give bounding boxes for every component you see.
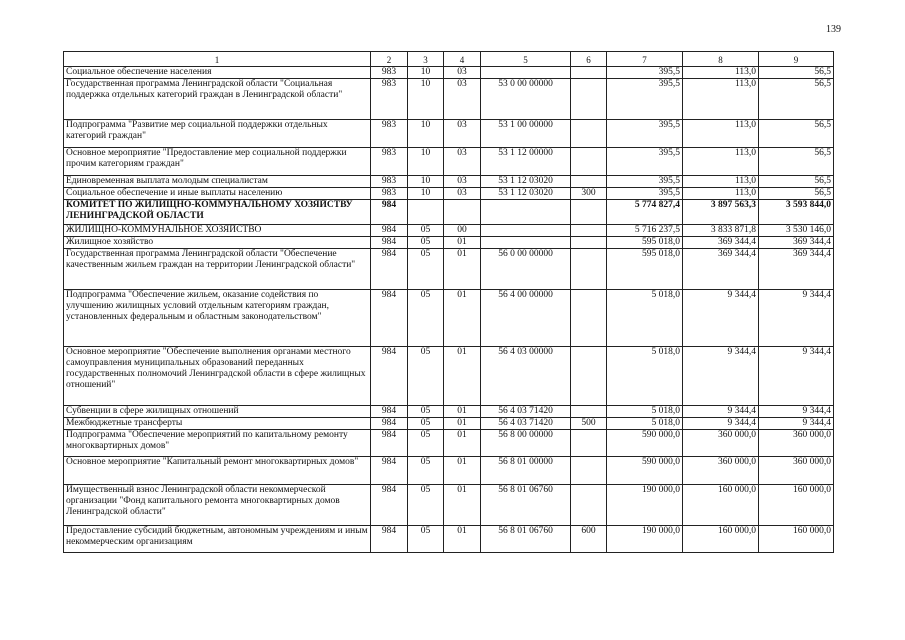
subsection-cell xyxy=(444,200,481,225)
amount-year1-cell: 5 774 827,4 xyxy=(607,200,683,225)
row-name-cell: Единовременная выплата молодым специалистам xyxy=(64,176,371,188)
section-cell: 05 xyxy=(408,290,444,347)
section-cell: 10 xyxy=(408,188,444,200)
target-article-cell xyxy=(481,225,571,237)
row-name-cell: Жилищное хозяйство xyxy=(64,237,371,249)
target-article-cell: 53 0 00 00000 xyxy=(481,79,571,120)
admin-code-cell: 984 xyxy=(371,200,408,225)
amount-year2-cell: 113,0 xyxy=(683,148,759,176)
target-article-cell xyxy=(481,200,571,225)
amount-year2-cell: 3 897 563,3 xyxy=(683,200,759,225)
target-article-cell: 56 8 00 00000 xyxy=(481,430,571,457)
expense-type-cell xyxy=(571,249,607,290)
subsection-cell: 03 xyxy=(444,120,481,148)
admin-code-cell: 984 xyxy=(371,347,408,406)
table-row xyxy=(64,176,834,188)
amount-year2-cell: 113,0 xyxy=(683,176,759,188)
admin-code-cell: 984 xyxy=(371,237,408,249)
amount-year2-cell: 160 000,0 xyxy=(683,526,759,553)
amount-year2-cell: 9 344,4 xyxy=(683,290,759,347)
expense-type-cell xyxy=(571,347,607,406)
amount-year3-cell: 56,5 xyxy=(759,120,834,148)
amount-year3-cell: 369 344,4 xyxy=(759,237,834,249)
section-cell: 05 xyxy=(408,526,444,553)
amount-year2-cell: 9 344,4 xyxy=(683,347,759,406)
table-row xyxy=(64,148,834,176)
target-article-cell: 56 4 03 71420 xyxy=(481,406,571,418)
target-article-cell: 56 4 03 71420 xyxy=(481,418,571,430)
target-article-cell: 56 8 01 06760 xyxy=(481,526,571,553)
subsection-cell: 01 xyxy=(444,418,481,430)
table-header-row xyxy=(64,52,834,67)
section-cell: 05 xyxy=(408,347,444,406)
expense-type-cell: 300 xyxy=(571,188,607,200)
subsection-cell: 03 xyxy=(444,79,481,120)
amount-year1-cell: 590 000,0 xyxy=(607,457,683,485)
amount-year1-cell: 395,5 xyxy=(607,79,683,120)
table-row xyxy=(64,418,834,430)
header-cell: 7 xyxy=(607,52,683,67)
amount-year3-cell: 56,5 xyxy=(759,148,834,176)
expense-type-cell xyxy=(571,406,607,418)
section-cell: 10 xyxy=(408,148,444,176)
amount-year2-cell: 113,0 xyxy=(683,188,759,200)
row-name-cell: ЖИЛИЩНО-КОММУНАЛЬНОЕ ХОЗЯЙСТВО xyxy=(64,225,371,237)
amount-year1-cell: 595 018,0 xyxy=(607,249,683,290)
expense-type-cell xyxy=(571,237,607,249)
target-article-cell: 56 4 00 00000 xyxy=(481,290,571,347)
target-article-cell: 56 4 03 00000 xyxy=(481,347,571,406)
header-cell: 5 xyxy=(481,52,571,67)
amount-year3-cell: 9 344,4 xyxy=(759,406,834,418)
row-name-cell: Имущественный взнос Ленинградской области некоммерческой организации "Фонд капитального ремонта многоквартирных домов Ленинградской области" xyxy=(64,485,371,526)
expense-type-cell xyxy=(571,485,607,526)
amount-year1-cell: 395,5 xyxy=(607,188,683,200)
subsection-cell: 01 xyxy=(444,237,481,249)
expense-type-cell xyxy=(571,290,607,347)
amount-year1-cell: 595 018,0 xyxy=(607,237,683,249)
admin-code-cell: 984 xyxy=(371,290,408,347)
amount-year1-cell: 5 018,0 xyxy=(607,290,683,347)
expense-type-cell: 500 xyxy=(571,418,607,430)
amount-year3-cell: 3 530 146,0 xyxy=(759,225,834,237)
amount-year3-cell: 360 000,0 xyxy=(759,457,834,485)
amount-year1-cell: 5 716 237,5 xyxy=(607,225,683,237)
row-name-cell: Субвенции в сфере жилищных отношений xyxy=(64,406,371,418)
admin-code-cell: 984 xyxy=(371,249,408,290)
amount-year3-cell: 56,5 xyxy=(759,79,834,120)
subsection-cell: 03 xyxy=(444,176,481,188)
amount-year1-cell: 395,5 xyxy=(607,67,683,79)
amount-year1-cell: 395,5 xyxy=(607,176,683,188)
table-row xyxy=(64,79,834,120)
subsection-cell: 01 xyxy=(444,249,481,290)
target-article-cell: 53 1 12 00000 xyxy=(481,148,571,176)
subsection-cell: 01 xyxy=(444,457,481,485)
amount-year1-cell: 5 018,0 xyxy=(607,418,683,430)
expense-type-cell xyxy=(571,225,607,237)
amount-year1-cell: 395,5 xyxy=(607,148,683,176)
subsection-cell: 03 xyxy=(444,148,481,176)
section-cell: 10 xyxy=(408,67,444,79)
subsection-cell: 01 xyxy=(444,290,481,347)
admin-code-cell: 983 xyxy=(371,120,408,148)
amount-year3-cell: 56,5 xyxy=(759,67,834,79)
amount-year2-cell: 3 833 871,8 xyxy=(683,225,759,237)
page-number: 139 xyxy=(826,24,841,35)
admin-code-cell: 984 xyxy=(371,457,408,485)
row-name-cell: Основное мероприятие "Предоставление мер социальной поддержки прочим категориям граждан" xyxy=(64,148,371,176)
amount-year2-cell: 360 000,0 xyxy=(683,457,759,485)
amount-year1-cell: 395,5 xyxy=(607,120,683,148)
table-row xyxy=(64,430,834,457)
expense-type-cell xyxy=(571,67,607,79)
subsection-cell: 03 xyxy=(444,188,481,200)
amount-year2-cell: 360 000,0 xyxy=(683,430,759,457)
row-name-cell: Межбюджетные трансферты xyxy=(64,418,371,430)
row-name-cell: Основное мероприятие "Капитальный ремонт многоквартирных домов" xyxy=(64,457,371,485)
table-row xyxy=(64,290,834,347)
budget-table xyxy=(63,51,834,553)
amount-year2-cell: 113,0 xyxy=(683,79,759,120)
section-cell: 05 xyxy=(408,418,444,430)
amount-year3-cell: 360 000,0 xyxy=(759,430,834,457)
row-name-cell: Основное мероприятие "Обеспечение выполнения органами местного самоуправления муниципальных образований переданных государственных полномочий Ленинградской области в сфере жилищных отношений" xyxy=(64,347,371,406)
amount-year3-cell: 9 344,4 xyxy=(759,418,834,430)
row-name-cell: Социальное обеспечение населения xyxy=(64,67,371,79)
section-cell: 05 xyxy=(408,237,444,249)
expense-type-cell xyxy=(571,176,607,188)
admin-code-cell: 984 xyxy=(371,225,408,237)
expense-type-cell xyxy=(571,457,607,485)
table-row xyxy=(64,225,834,237)
section-cell: 10 xyxy=(408,79,444,120)
header-cell: 2 xyxy=(371,52,408,67)
section-cell xyxy=(408,200,444,225)
target-article-cell: 56 8 01 06760 xyxy=(481,485,571,526)
table-row xyxy=(64,485,834,526)
target-article-cell: 56 0 00 00000 xyxy=(481,249,571,290)
row-name-cell: Подпрограмма "Обеспечение жильем, оказание содействия по улучшению жилищных условий отдельным категориям граждан, установленных федеральным и областным законодательством" xyxy=(64,290,371,347)
admin-code-cell: 984 xyxy=(371,418,408,430)
admin-code-cell: 984 xyxy=(371,526,408,553)
amount-year3-cell: 9 344,4 xyxy=(759,290,834,347)
expense-type-cell xyxy=(571,200,607,225)
row-name-cell: Подпрограмма "Развитие мер социальной поддержки отдельных категорий граждан" xyxy=(64,120,371,148)
target-article-cell: 56 8 01 00000 xyxy=(481,457,571,485)
subsection-cell: 00 xyxy=(444,225,481,237)
admin-code-cell: 984 xyxy=(371,406,408,418)
table-row xyxy=(64,120,834,148)
table-row xyxy=(64,67,834,79)
table-row xyxy=(64,406,834,418)
expense-type-cell xyxy=(571,430,607,457)
target-article-cell xyxy=(481,237,571,249)
admin-code-cell: 984 xyxy=(371,430,408,457)
subsection-cell: 01 xyxy=(444,526,481,553)
admin-code-cell: 984 xyxy=(371,485,408,526)
table-row xyxy=(64,249,834,290)
row-name-cell: Государственная программа Ленинградской области "Социальная поддержка отдельных категорий граждан в Ленинградской области" xyxy=(64,79,371,120)
amount-year3-cell: 9 344,4 xyxy=(759,347,834,406)
admin-code-cell: 983 xyxy=(371,148,408,176)
target-article-cell xyxy=(481,67,571,79)
row-name-cell: Государственная программа Ленинградской области "Обеспечение качественным жильем граждан на территории Ленинградской области" xyxy=(64,249,371,290)
header-cell: 9 xyxy=(759,52,834,67)
section-cell: 05 xyxy=(408,430,444,457)
row-name-cell: Предоставление субсидий бюджетным, автономным учреждениям и иным некоммерческим организациям xyxy=(64,526,371,553)
amount-year1-cell: 5 018,0 xyxy=(607,406,683,418)
admin-code-cell: 983 xyxy=(371,67,408,79)
amount-year2-cell: 369 344,4 xyxy=(683,237,759,249)
table-row xyxy=(64,200,834,225)
table-row xyxy=(64,526,834,553)
amount-year3-cell: 160 000,0 xyxy=(759,526,834,553)
subsection-cell: 01 xyxy=(444,347,481,406)
amount-year2-cell: 9 344,4 xyxy=(683,418,759,430)
expense-type-cell: 600 xyxy=(571,526,607,553)
amount-year1-cell: 190 000,0 xyxy=(607,485,683,526)
table-row xyxy=(64,237,834,249)
table-row xyxy=(64,188,834,200)
admin-code-cell: 983 xyxy=(371,79,408,120)
admin-code-cell: 983 xyxy=(371,188,408,200)
amount-year3-cell: 56,5 xyxy=(759,176,834,188)
section-cell: 05 xyxy=(408,249,444,290)
section-cell: 05 xyxy=(408,406,444,418)
section-cell: 10 xyxy=(408,120,444,148)
row-name-cell: КОМИТЕТ ПО ЖИЛИЩНО-КОММУНАЛЬНОМУ ХОЗЯЙСТВУ ЛЕНИНГРАДСКОЙ ОБЛАСТИ xyxy=(64,200,371,225)
amount-year2-cell: 369 344,4 xyxy=(683,249,759,290)
header-cell: 1 xyxy=(64,52,371,67)
amount-year2-cell: 160 000,0 xyxy=(683,485,759,526)
expense-type-cell xyxy=(571,148,607,176)
amount-year3-cell: 160 000,0 xyxy=(759,485,834,526)
subsection-cell: 01 xyxy=(444,430,481,457)
row-name-cell: Подпрограмма "Обеспечение мероприятий по капитальному ремонту многоквартирных домов" xyxy=(64,430,371,457)
target-article-cell: 53 1 12 03020 xyxy=(481,188,571,200)
section-cell: 10 xyxy=(408,176,444,188)
header-cell: 3 xyxy=(408,52,444,67)
row-name-cell: Социальное обеспечение и иные выплаты населению xyxy=(64,188,371,200)
expense-type-cell xyxy=(571,120,607,148)
amount-year2-cell: 113,0 xyxy=(683,120,759,148)
amount-year2-cell: 9 344,4 xyxy=(683,406,759,418)
table-row xyxy=(64,347,834,406)
amount-year1-cell: 190 000,0 xyxy=(607,526,683,553)
table-row xyxy=(64,457,834,485)
amount-year3-cell: 3 593 844,0 xyxy=(759,200,834,225)
expense-type-cell xyxy=(571,79,607,120)
amount-year3-cell: 56,5 xyxy=(759,188,834,200)
subsection-cell: 01 xyxy=(444,485,481,526)
amount-year1-cell: 590 000,0 xyxy=(607,430,683,457)
subsection-cell: 03 xyxy=(444,67,481,79)
amount-year1-cell: 5 018,0 xyxy=(607,347,683,406)
header-cell: 8 xyxy=(683,52,759,67)
section-cell: 05 xyxy=(408,457,444,485)
subsection-cell: 01 xyxy=(444,406,481,418)
amount-year2-cell: 113,0 xyxy=(683,67,759,79)
header-cell: 6 xyxy=(571,52,607,67)
section-cell: 05 xyxy=(408,485,444,526)
header-cell: 4 xyxy=(444,52,481,67)
target-article-cell: 53 1 12 03020 xyxy=(481,176,571,188)
amount-year3-cell: 369 344,4 xyxy=(759,249,834,290)
target-article-cell: 53 1 00 00000 xyxy=(481,120,571,148)
admin-code-cell: 983 xyxy=(371,176,408,188)
section-cell: 05 xyxy=(408,225,444,237)
